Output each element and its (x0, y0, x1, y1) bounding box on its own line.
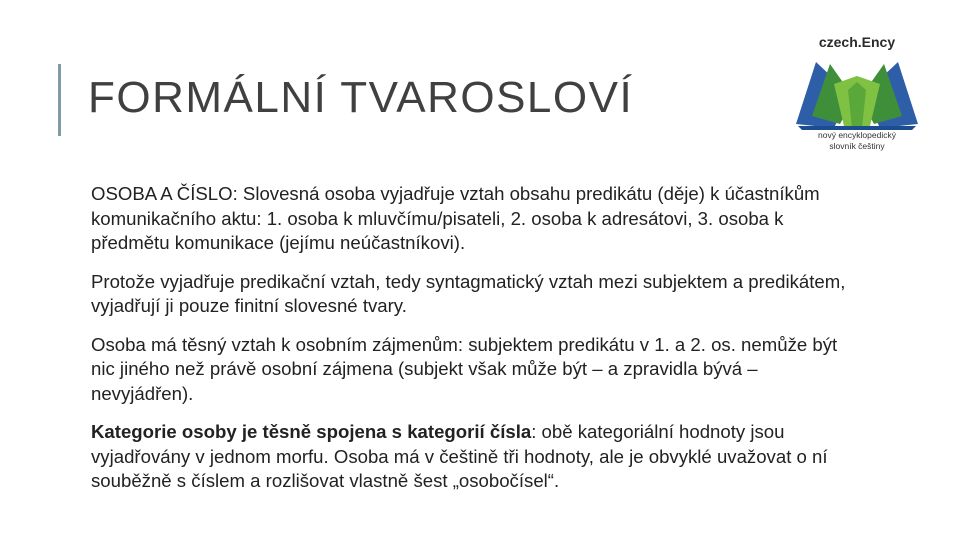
logo-tagline (794, 130, 920, 152)
title-accent-bar (58, 64, 61, 136)
slide-body (91, 182, 851, 508)
paragraph-rest: : obě kategoriální hodnoty jsou vyjadřovány v jednom morfu. Osoba má v češtině tři hodnoty, ale je obvyklé uvažovat o ní souběžně s číslem a rozlišovat vlastně šest „osobočísel“. (91, 421, 828, 491)
paragraph-pronouns: Osoba má těsný vztah k osobním zájmenům: subjektem predikátu v 1. a 2. os. nemůže být nic jiného než právě osobní zájmena (subjekt však může být – a zpravidla bývá – nevyjádřen). (91, 333, 838, 404)
czechency-logo (794, 34, 920, 156)
open-book-icon (794, 54, 920, 130)
logo-tagline-line1: nový encyklopedický (818, 130, 896, 140)
paragraph-person-number: OSOBA A ČÍSLO: Slovesná osoba vyjadřuje vztah obsahu predikátu (děje) k účastníkům komunikačního aktu: 1. osoba k mluvčímu/pisateli, 2. osoba k adresátovi, 3. osoba k předmětu komunikace (jejímu neúčastníkovi). (91, 183, 820, 253)
paragraph-predication: Protože vyjadřuje predikační vztah, tedy syntagmatický vztah mezi subjektem a predikátem, vyjadřují ji pouze finitní slovesné tvary. (91, 270, 846, 316)
logo-name: czech.Ency (818, 34, 896, 50)
paragraph-bold-lead: Kategorie osoby je těsně spojena s kategorií čísla (91, 421, 532, 442)
paragraph-category-link (91, 420, 851, 494)
slide-title: FORMÁLNÍ TVAROSLOVÍ (88, 73, 634, 122)
logo-tagline-line2: slovník češtiny (829, 141, 885, 151)
